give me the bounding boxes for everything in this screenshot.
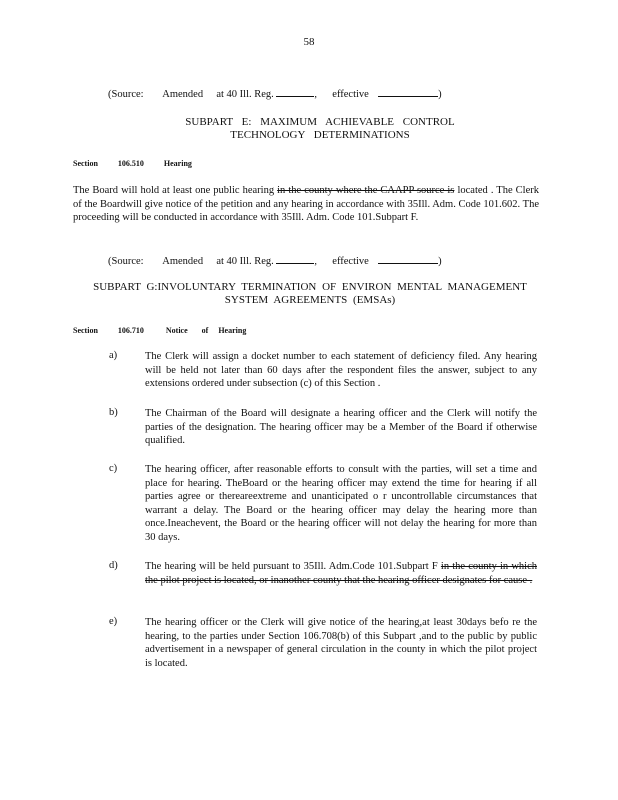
item-e-text: The hearing officer or the Clerk will give notice of the hearing,at least 30days befo re the hearing, to the parties under Section 106.708(b) of this Subpart ,and to the public by public advertisement in a newspaper of general circulation in the county in which the pilot project is located. — [145, 617, 537, 669]
item-e-label: e) — [109, 616, 118, 627]
item-b-text: The Chairman of the Board will designate a hearing officer and the Clerk will notify the parties of the designation. The hearing officer may be a Member of the Board if otherwise qualified. — [145, 408, 537, 446]
source-open: (Source: — [108, 256, 144, 267]
subpart-g-heading — [72, 281, 548, 307]
page-number: 58 — [303, 36, 315, 48]
source-effective: effective — [332, 89, 369, 100]
section-of: of — [201, 326, 209, 335]
section-number: 106.710 — [117, 326, 144, 335]
subpart-g-heading-line2: SYSTEM AGREEMENTS (EMSAs) — [224, 294, 396, 306]
source-amended: Amended — [162, 89, 204, 100]
source-reg: at 40 Ill. Reg. — [216, 89, 274, 100]
subpart-g-heading-line1: SUBPART G:INVOLUNTARY TERMINATION OF ENVIRON MENTAL MANAGEMENT — [93, 281, 527, 293]
body-text-1: The Board will hold at least one public hearing — [73, 185, 278, 196]
item-c-label: c) — [109, 463, 118, 474]
item-d-label: d) — [109, 560, 118, 571]
source-reg: at 40 Ill. Reg. — [216, 256, 274, 267]
source-effective: effective — [332, 256, 369, 267]
register-blank — [276, 254, 314, 264]
item-d-struck: in the county in which the pilot project is located, or inanother county that the hearing officer designates for cause . — [145, 561, 537, 586]
body-text-2: located . The Clerk of the Boardwill give notice of the petition and any hearing in accordance with 35Ill. Adm. Code 101.602. The proceeding will be conducted in accordance with 35Ill. Adm. Code 101.Subpart F. — [73, 185, 540, 223]
source-close: ) — [438, 256, 442, 267]
section-106-510-body — [73, 184, 539, 225]
item-a-label: a) — [109, 350, 118, 361]
item-b-label: b) — [109, 407, 118, 418]
source-comma: , — [314, 89, 318, 100]
source-open: (Source: — [108, 89, 144, 100]
section-label: Section — [73, 326, 98, 335]
item-a-text: The Clerk will assign a docket number to each statement of deficiency filed. Any hearing will be held not later than 60 days after the respondent files the answer, subject to any extensions ordered under subsection (c) of this Section . — [145, 351, 537, 389]
section-106-710-header — [73, 326, 246, 335]
effective-date-blank — [378, 87, 438, 97]
struck-text: in the county where the CAAPP source is — [277, 185, 455, 196]
source-note-2 — [108, 254, 442, 267]
section-title: Hearing — [218, 326, 247, 335]
subpart-e-heading-line1: SUBPART E: MAXIMUM ACHIEVABLE CONTROL — [185, 116, 455, 128]
section-notice: Notice — [165, 326, 188, 335]
item-d-body: The hearing will be held pursuant to 35Ill. Adm.Code 101.Subpart F — [145, 561, 441, 572]
item-c-text: The hearing officer, after reasonable efforts to consult with the parties, will set a time and place for hearing. TheBoard or the hearing officer may extend the time for hearing if all parties agree or thereareextreme and unanticipated o r uncontrollable circumstances that warrant a delay. The Board or the hearing officer may delay the hearing more than once.Ineachevent, the Board or the hearing officer will not delay the hearing for more than 30 days. — [145, 464, 537, 543]
register-blank — [276, 87, 314, 97]
subpart-e-heading-line2: TECHNOLOGY DETERMINATIONS — [230, 129, 410, 141]
section-label: Section — [73, 159, 98, 168]
item-d-text — [145, 560, 537, 587]
source-note-1 — [108, 87, 442, 100]
source-comma: , — [314, 256, 318, 267]
effective-date-blank — [378, 254, 438, 264]
section-106-510-header — [73, 159, 192, 168]
source-amended: Amended — [162, 256, 204, 267]
section-number: 106.510 — [117, 159, 144, 168]
section-title: Hearing — [163, 159, 192, 168]
source-close: ) — [438, 89, 442, 100]
subpart-e-heading — [100, 116, 540, 142]
